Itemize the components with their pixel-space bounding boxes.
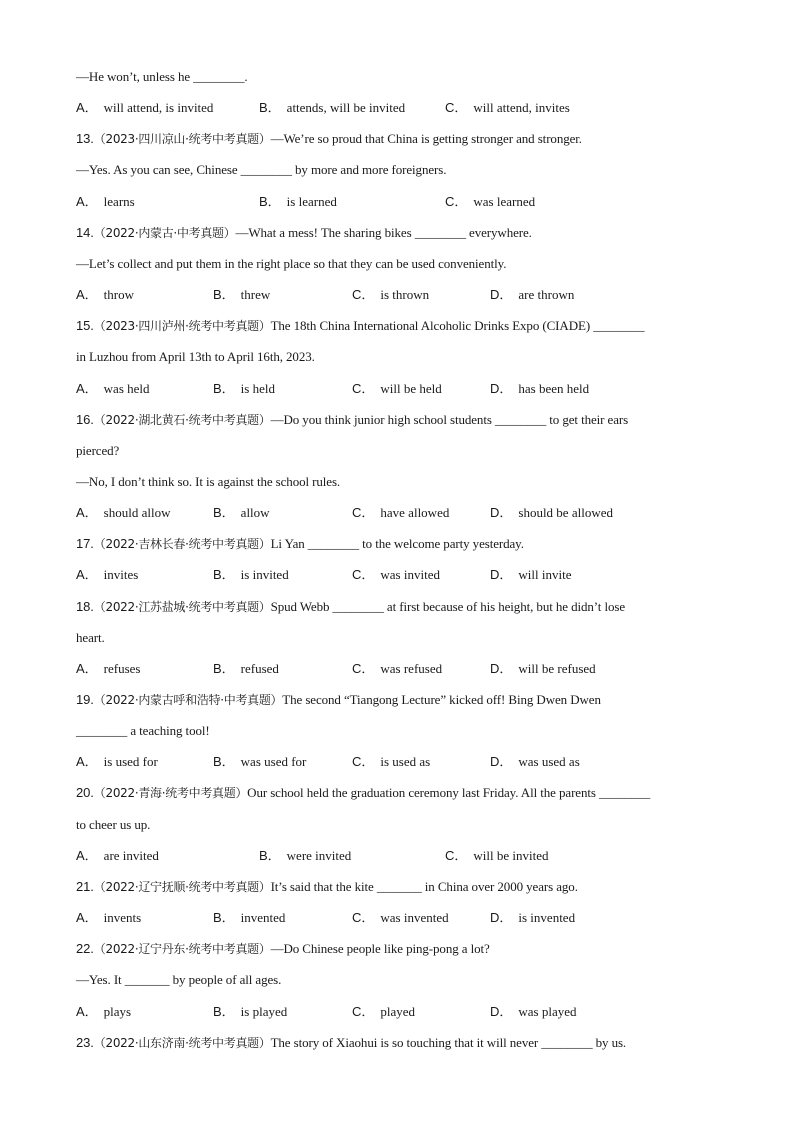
- question-number-dot: .: [90, 785, 94, 800]
- option-letter: C．: [445, 194, 468, 209]
- question-line: heart.: [76, 630, 105, 645]
- question-stem: [76, 536, 524, 552]
- question-number: 13: [76, 131, 91, 146]
- option-letter: B．: [213, 661, 235, 676]
- answer-option-c: [352, 505, 449, 521]
- option-text: is played: [240, 1004, 288, 1019]
- answer-option-d: [490, 381, 589, 397]
- option-text: is thrown: [380, 287, 430, 302]
- option-letter: C．: [352, 287, 375, 302]
- answer-option-b: [213, 910, 285, 926]
- option-text: was used as: [518, 754, 580, 769]
- question-line: —Let’s collect and put them in the right place so that they can be used conveniently.: [76, 256, 507, 271]
- option-letter: D．: [490, 505, 513, 520]
- option-letter: A．: [76, 194, 98, 209]
- option-letter: A．: [76, 754, 98, 769]
- question-text: —Do Chinese people like ping-pong a lot?: [270, 941, 490, 956]
- question-number-dot: .: [90, 879, 94, 894]
- question-text: —Do you think junior high school students ________ to get their ears: [270, 412, 629, 427]
- question-line: pierced?: [76, 443, 120, 458]
- question-number-dot: .: [90, 1035, 94, 1050]
- question-number-dot: .: [90, 692, 94, 707]
- question-line: ________ a teaching tool!: [76, 723, 210, 738]
- option-letter: D．: [490, 287, 513, 302]
- option-letter: C．: [352, 567, 375, 582]
- question-stem: [76, 412, 628, 428]
- answer-option-a: [76, 381, 150, 397]
- answer-option-a: [76, 287, 134, 303]
- option-text: played: [380, 1004, 416, 1019]
- answer-option-b: [259, 848, 351, 864]
- option-letter: A．: [76, 661, 98, 676]
- option-text: is invited: [240, 567, 289, 582]
- option-text: were invited: [286, 848, 352, 863]
- option-letter: C．: [352, 661, 375, 676]
- option-text: was invented: [380, 910, 449, 925]
- option-letter: B．: [213, 1004, 235, 1019]
- option-letter: A．: [76, 287, 98, 302]
- answer-option-a: [76, 754, 158, 770]
- answer-option-a: [76, 910, 141, 926]
- option-letter: C．: [352, 1004, 375, 1019]
- option-letter: A．: [76, 100, 98, 115]
- option-letter: D．: [490, 661, 513, 676]
- question-line: in Luzhou from April 13th to April 16th, 2023.: [76, 349, 315, 364]
- option-text: has been held: [518, 381, 590, 396]
- option-text: is used for: [103, 754, 158, 769]
- answer-option-d: [490, 567, 571, 583]
- question-number-dot: .: [90, 941, 94, 956]
- option-letter: B．: [259, 194, 281, 209]
- answer-option-b: [213, 381, 275, 397]
- answer-option-b: [213, 567, 289, 583]
- option-letter: C．: [352, 754, 375, 769]
- answer-option-d: [490, 505, 613, 521]
- question-number: 16: [76, 412, 91, 427]
- option-text: will be refused: [518, 661, 596, 676]
- option-text: was held: [103, 381, 150, 396]
- answer-option-a: [76, 505, 170, 521]
- question-line: —No, I don’t think so. It is against the school rules.: [76, 474, 341, 489]
- answer-option-c: [352, 910, 449, 926]
- option-text: is learned: [286, 194, 337, 209]
- option-text: was refused: [380, 661, 443, 676]
- answer-option-c: [352, 287, 429, 303]
- question-stem: [76, 879, 578, 895]
- option-text: will be invited: [473, 848, 549, 863]
- question-source: （2022·吉林长春·统考中考真题）: [93, 537, 271, 551]
- answer-option-d: [490, 1004, 577, 1020]
- option-letter: D．: [490, 381, 513, 396]
- option-letter: B．: [213, 381, 235, 396]
- option-letter: A．: [76, 567, 98, 582]
- answer-option-a: [76, 567, 138, 583]
- option-text: plays: [103, 1004, 132, 1019]
- question-stem: [76, 941, 490, 957]
- option-text: are thrown: [518, 287, 575, 302]
- question-number: 21: [76, 879, 91, 894]
- option-text: will invite: [518, 567, 572, 582]
- answer-option-c: [352, 381, 442, 397]
- answer-option-b: [213, 754, 306, 770]
- answer-option-b: [259, 194, 337, 210]
- question-text: —We’re so proud that China is getting stronger and stronger.: [270, 131, 582, 146]
- answer-option-b: [213, 287, 270, 303]
- option-letter: D．: [490, 754, 513, 769]
- question-stem: [76, 1035, 626, 1051]
- option-text: will attend, is invited: [103, 100, 214, 115]
- question-source: （2022·辽宁抚顺·统考中考真题）: [93, 880, 271, 894]
- option-letter: D．: [490, 910, 513, 925]
- option-letter: A．: [76, 381, 98, 396]
- question-text: —What a mess! The sharing bikes ________ everywhere.: [235, 225, 532, 240]
- option-letter: D．: [490, 567, 513, 582]
- option-text: have allowed: [380, 505, 450, 520]
- option-letter: B．: [213, 287, 235, 302]
- option-text: should be allowed: [518, 505, 613, 520]
- question-number-dot: .: [90, 131, 94, 146]
- question-number-dot: .: [90, 599, 94, 614]
- option-text: was learned: [473, 194, 536, 209]
- option-text: invents: [103, 910, 142, 925]
- question-source: （2022·山东济南·统考中考真题）: [93, 1036, 271, 1050]
- question-source: （2022·湖北黄石·统考中考真题）: [93, 413, 271, 427]
- answer-option-c: [445, 194, 535, 210]
- question-source: （2022·内蒙古呼和浩特·中考真题）: [93, 693, 283, 707]
- question-text: The story of Xiaohui is so touching that it will never ________ by us.: [270, 1035, 627, 1050]
- question-line: —Yes. It _______ by people of all ages.: [76, 972, 282, 987]
- question-line: to cheer us up.: [76, 817, 151, 832]
- question-number: 22: [76, 941, 91, 956]
- question-source: （2022·辽宁丹东·统考中考真题）: [93, 942, 271, 956]
- answer-option-a: [76, 100, 213, 116]
- option-letter: C．: [445, 848, 468, 863]
- option-text: learns: [103, 194, 135, 209]
- option-letter: B．: [213, 567, 235, 582]
- answer-option-c: [445, 848, 549, 864]
- option-text: was played: [518, 1004, 577, 1019]
- option-letter: B．: [213, 910, 235, 925]
- answer-option-a: [76, 661, 141, 677]
- option-text: was used for: [240, 754, 307, 769]
- question-text: The 18th China International Alcoholic Drinks Expo (CIADE) ________: [270, 318, 645, 333]
- option-letter: A．: [76, 848, 98, 863]
- option-letter: B．: [213, 754, 235, 769]
- answer-option-a: [76, 848, 159, 864]
- option-text: allow: [240, 505, 270, 520]
- question-source: （2023·四川凉山·统考中考真题）: [93, 132, 271, 146]
- question-stem: [76, 599, 625, 615]
- answer-option-d: [490, 287, 574, 303]
- question-number: 23: [76, 1035, 91, 1050]
- question-number: 18: [76, 599, 91, 614]
- question-number: 15: [76, 318, 91, 333]
- question-number-dot: .: [90, 536, 94, 551]
- answer-option-b: [213, 661, 279, 677]
- option-text: is used as: [380, 754, 431, 769]
- question-text: Spud Webb ________ at first because of his height, but he didn’t lose: [270, 599, 626, 614]
- question-stem: [76, 785, 650, 801]
- answer-option-d: [490, 754, 580, 770]
- question-stem: [76, 692, 601, 708]
- option-letter: C．: [352, 381, 375, 396]
- question-number-dot: .: [90, 318, 94, 333]
- answer-option-c: [352, 1004, 415, 1020]
- question-stem: [76, 225, 532, 241]
- question-stem: [76, 318, 644, 334]
- option-text: threw: [240, 287, 271, 302]
- option-text: refused: [240, 661, 279, 676]
- question-number: 17: [76, 536, 91, 551]
- answer-option-a: [76, 1004, 131, 1020]
- answer-option-b: [213, 1004, 287, 1020]
- option-letter: A．: [76, 910, 98, 925]
- option-text: attends, will be invited: [286, 100, 406, 115]
- option-text: are invited: [103, 848, 159, 863]
- question-source: （2023·四川泸州·统考中考真题）: [93, 319, 271, 333]
- answer-option-c: [352, 661, 442, 677]
- answer-option-a: [76, 194, 135, 210]
- option-text: refuses: [103, 661, 141, 676]
- option-text: will be held: [380, 381, 442, 396]
- option-letter: A．: [76, 1004, 98, 1019]
- answer-option-c: [352, 754, 430, 770]
- option-text: invented: [240, 910, 286, 925]
- answer-option-c: [352, 567, 440, 583]
- option-text: is held: [240, 381, 275, 396]
- question-number-dot: .: [90, 412, 94, 427]
- option-letter: C．: [352, 505, 375, 520]
- question-line: —He won’t, unless he ________.: [76, 69, 248, 84]
- question-source: （2022·青海·统考中考真题）: [93, 786, 248, 800]
- option-letter: C．: [352, 910, 375, 925]
- answer-option-d: [490, 910, 575, 926]
- question-number: 19: [76, 692, 91, 707]
- option-letter: B．: [259, 848, 281, 863]
- question-line: —Yes. As you can see, Chinese ________ by more and more foreigners.: [76, 162, 447, 177]
- answer-option-c: [445, 100, 570, 116]
- option-letter: B．: [213, 505, 235, 520]
- question-stem: [76, 131, 582, 147]
- question-text: Our school held the graduation ceremony last Friday. All the parents ________: [247, 785, 651, 800]
- question-number: 20: [76, 785, 91, 800]
- question-text: It’s said that the kite _______ in China over 2000 years ago.: [270, 879, 578, 894]
- answer-option-b: [259, 100, 405, 116]
- option-letter: A．: [76, 505, 98, 520]
- option-text: invites: [103, 567, 139, 582]
- question-text: The second “Tiangong Lecture” kicked off! Bing Dwen Dwen: [282, 692, 601, 707]
- option-letter: B．: [259, 100, 281, 115]
- option-letter: C．: [445, 100, 468, 115]
- option-letter: D．: [490, 1004, 513, 1019]
- question-number: 14: [76, 225, 91, 240]
- option-text: should allow: [103, 505, 171, 520]
- question-source: （2022·内蒙古·中考真题）: [93, 226, 236, 240]
- question-number-dot: .: [90, 225, 94, 240]
- answer-option-b: [213, 505, 270, 521]
- question-source: （2022·江苏盐城·统考中考真题）: [93, 600, 271, 614]
- option-text: will attend, invites: [473, 100, 570, 115]
- option-text: was invited: [380, 567, 440, 582]
- option-text: throw: [103, 287, 135, 302]
- answer-option-d: [490, 661, 596, 677]
- question-text: Li Yan ________ to the welcome party yesterday.: [270, 536, 524, 551]
- option-text: is invented: [518, 910, 576, 925]
